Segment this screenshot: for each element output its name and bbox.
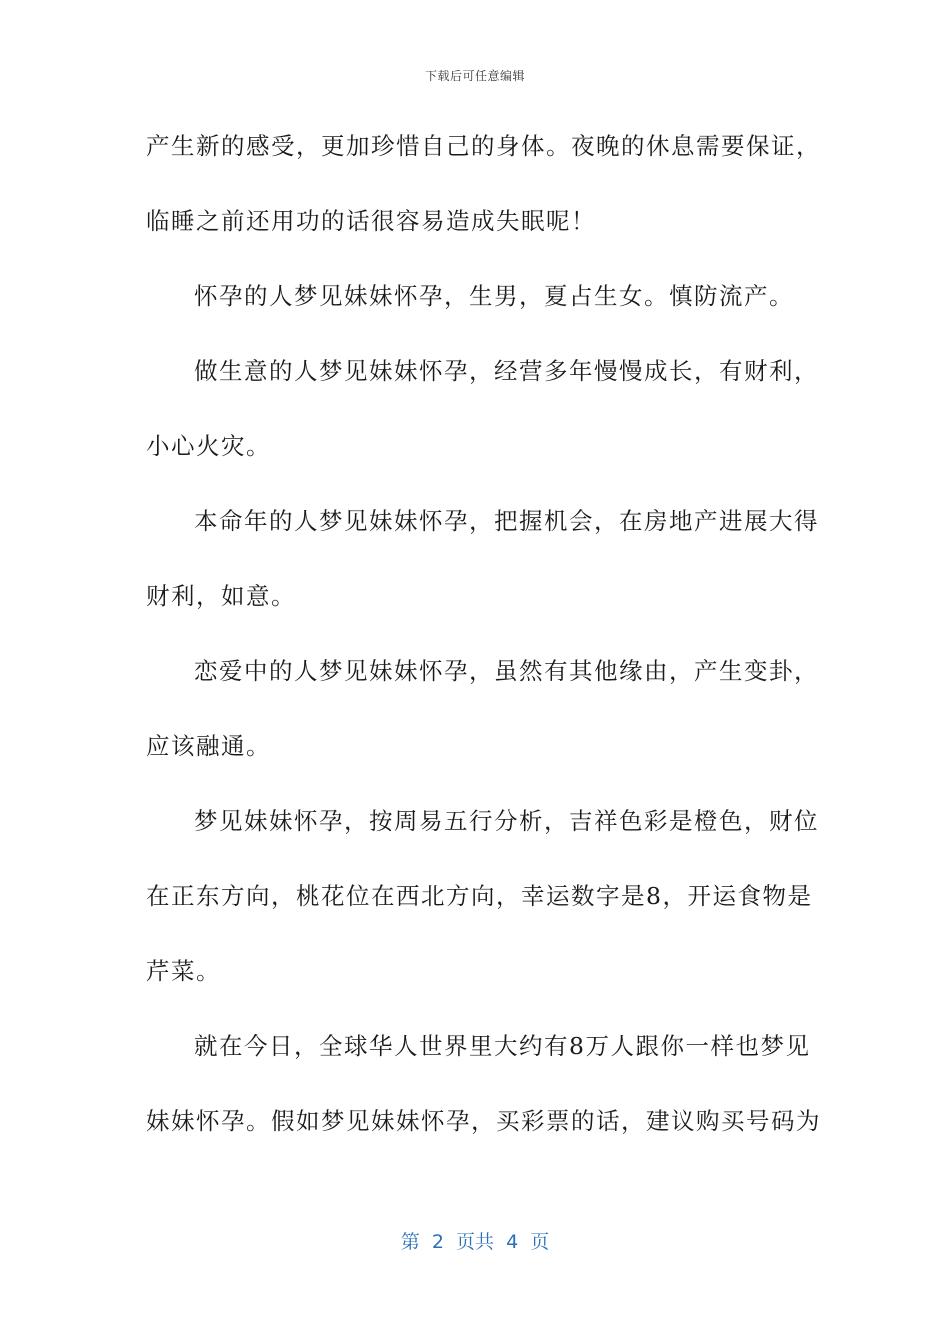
paragraph-line: 妹妹怀孕。假如梦见妹妹怀孕，买彩票的话，建议购买号码为 — [146, 1107, 821, 1135]
page-header-note: 下载后可任意编辑 — [424, 69, 525, 83]
paragraph-line: 芹菜。 — [146, 957, 221, 985]
paragraph-line: 本命年的人梦见妹妹怀孕，把握机会，在房地产进展大得 — [194, 507, 819, 535]
paragraph-line: 产生新的感受，更加珍惜自己的身体。夜晚的休息需要保证， — [146, 132, 821, 160]
paragraph-line: 临睡之前还用功的话很容易造成失眠呢！ — [146, 207, 596, 235]
paragraph-line: 财利，如意。 — [146, 582, 296, 610]
paragraph-line: 就在今日，全球华人世界里大约有8万人跟你一样也梦见 — [194, 1032, 811, 1060]
paragraph-line: 应该融通。 — [146, 732, 271, 760]
paragraph-line: 小心火灾。 — [146, 432, 271, 460]
paragraph-line: 在正东方向，桃花位在西北方向，幸运数字是8，开运食物是 — [146, 882, 813, 910]
paragraph-line: 怀孕的人梦见妹妹怀孕，生男，夏占生女。慎防流产。 — [194, 282, 794, 310]
page-number-footer: 第 2 页共 4 页 — [400, 1231, 550, 1253]
paragraph-line: 梦见妹妹怀孕，按周易五行分析，吉祥色彩是橙色，财位 — [194, 807, 819, 835]
paragraph-line: 恋爱中的人梦见妹妹怀孕，虽然有其他缘由，产生变卦， — [194, 657, 819, 685]
document-body — [146, 122, 821, 1172]
paragraph-line: 做生意的人梦见妹妹怀孕，经营多年慢慢成长，有财利， — [194, 357, 819, 385]
